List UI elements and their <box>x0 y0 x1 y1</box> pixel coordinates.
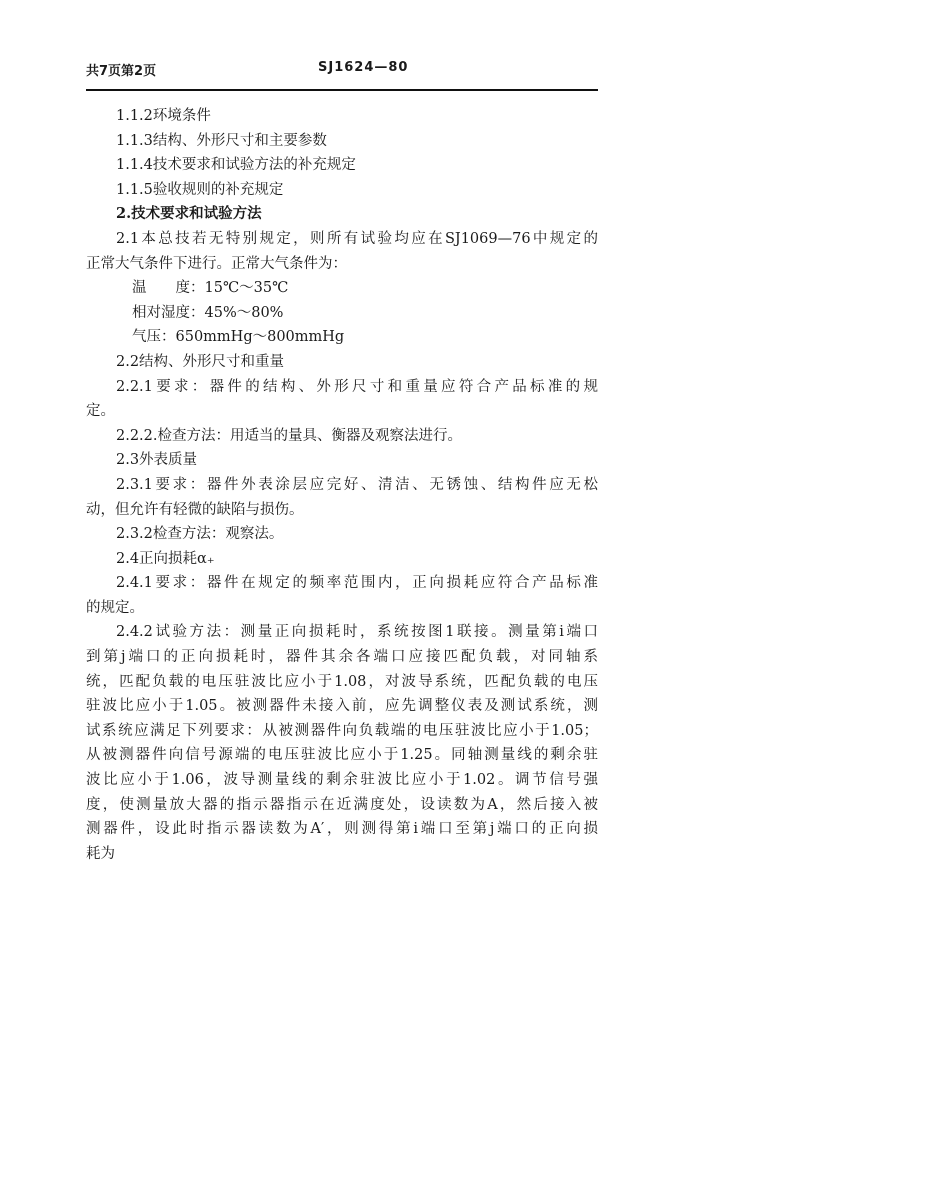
paragraph-line: 2.4.2试验方法：测量正向损耗时，系统按图1联接。测量第i端口 <box>116 624 598 641</box>
condition-pressure: 气压：650mmHg～800mmHg <box>132 329 345 346</box>
paragraph-line: 到第j端口的正向损耗时，器件其余各端口应接匹配负载，对同轴系 <box>86 649 598 666</box>
header-rule <box>86 89 598 91</box>
paragraph-line: 驻波比应小于1.05。被测器件未接入前，应先调整仪表及测试系统，测 <box>86 698 598 715</box>
standard-code: SJ1624—80 <box>318 60 409 75</box>
section-1-1-2: 1.1.2环境条件 <box>116 108 211 124</box>
condition-temperature: 温 度：15℃～35℃ <box>132 280 289 297</box>
paragraph-line: 2.2.2.检查方法：用适当的量具、衡器及观察法进行。 <box>116 427 463 444</box>
page-header <box>86 60 598 86</box>
page-count: 共7页第2页 <box>86 64 157 79</box>
condition-humidity: 相对湿度：45%～80% <box>132 304 284 321</box>
paragraph-line: 从被测器件向信号源端的电压驻波比应小于1.25。同轴测量线的剩余驻 <box>86 747 598 764</box>
paragraph-line: 2.3.2检查方法：观察法。 <box>116 526 284 543</box>
section-1-1-5: 1.1.5验收规则的补充规定 <box>116 181 284 198</box>
paragraph-line: 统，匹配负载的电压驻波比应小于1.08，对波导系统，匹配负载的电压 <box>86 673 598 690</box>
paragraph-line: 度，使测量放大器的指示器指示在近满度处，设读数为A，然后接入被 <box>86 796 598 813</box>
paragraph-line: 测器件，设此时指示器读数为A′，则测得第i端口至第j端口的正向损 <box>86 821 598 838</box>
section-2-3-heading: 2.3外表质量 <box>116 452 198 469</box>
paragraph-line: 2.1本总技若无特别规定，则所有试验均应在SJ1069—76中规定的 <box>116 230 598 247</box>
section-2-4-heading: 2.4正向损耗α₊ <box>116 550 215 567</box>
document-body <box>86 104 598 866</box>
paragraph-line: 正常大气条件下进行。正常大气条件为： <box>86 255 347 272</box>
section-2-2-heading: 2.2结构、外形尺寸和重量 <box>116 353 285 370</box>
section-1-1-4: 1.1.4技术要求和试验方法的补充规定 <box>116 157 356 174</box>
section-2-heading: 2.技术要求和试验方法 <box>116 205 262 223</box>
section-1-1-3: 1.1.3结构、外形尺寸和主要参数 <box>116 132 327 149</box>
paragraph-line: 耗为 <box>86 845 115 862</box>
paragraph-line: 2.2.1要求：器件的结构、外形尺寸和重量应符合产品标准的规 <box>116 378 598 395</box>
paragraph-line: 2.3.1要求：器件外表涂层应完好、清洁、无锈蚀、结构件应无松 <box>116 476 598 493</box>
paragraph-line: 试系统应满足下列要求：从被测器件向负载端的电压驻波比应小于1.05； <box>86 722 598 739</box>
paragraph-line: 定。 <box>86 403 115 420</box>
paragraph-line: 波比应小于1.06，波导测量线的剩余驻波比应小于1.02。调节信号强 <box>86 772 598 789</box>
paragraph-line: 动，但允许有轻微的缺陷与损伤。 <box>86 501 304 518</box>
paragraph-line: 2.4.1要求：器件在规定的频率范围内，正向损耗应符合产品标准 <box>116 575 598 592</box>
paragraph-line: 的规定。 <box>86 599 144 616</box>
